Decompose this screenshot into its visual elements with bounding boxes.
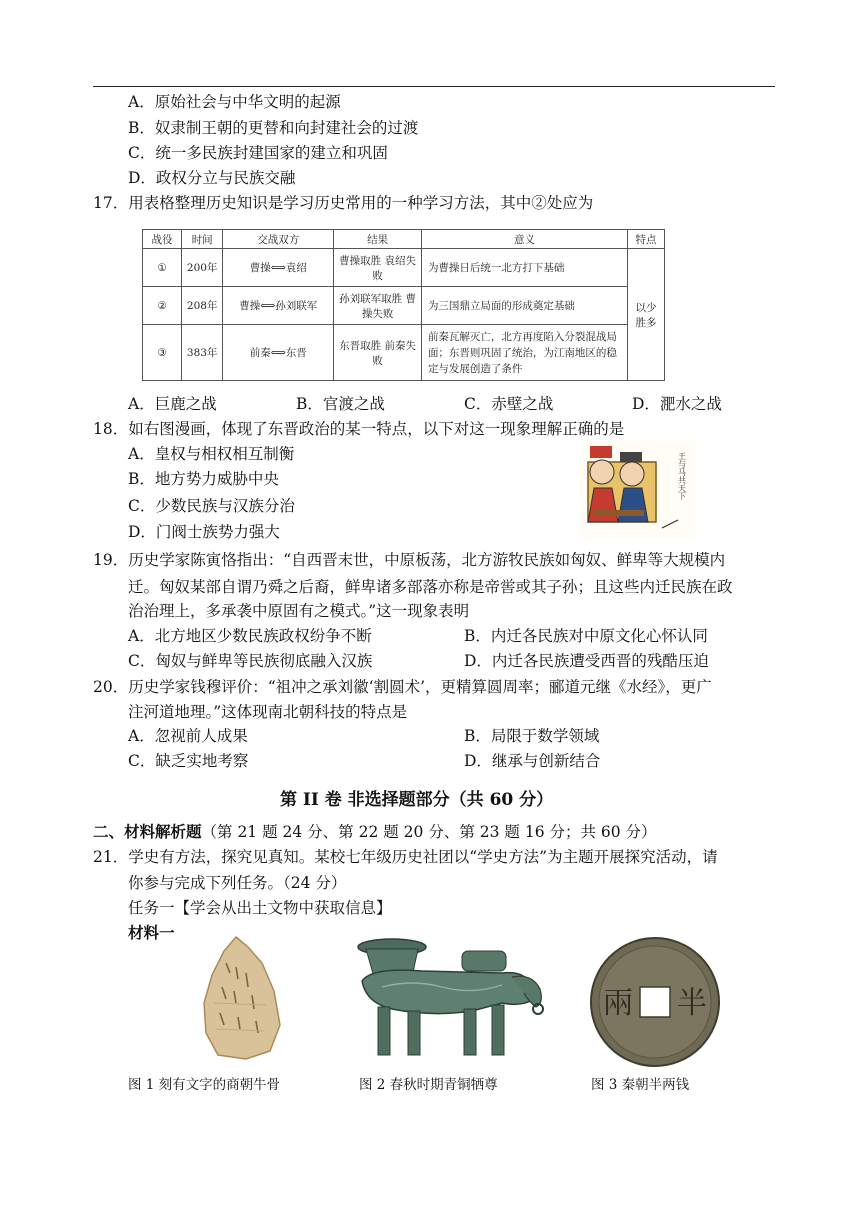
- q16-option-c[interactable]: C．统一多民族封建国家的建立和巩固: [128, 144, 388, 162]
- oracle-bone-image: [196, 933, 286, 1063]
- cartoon-illustration-icon: [580, 440, 696, 538]
- part-2-label: 二、材料解析题: [93, 822, 202, 841]
- th-meaning: 意义: [421, 230, 627, 249]
- cell-result: 曹操取胜 袁绍失败: [334, 249, 422, 287]
- coin-char-left: 兩: [603, 986, 633, 1021]
- figure-2-caption: 图 2 春秋时期青铜牺尊: [359, 1077, 498, 1093]
- table-row: [143, 249, 665, 287]
- cell-result: 孙刘联军取胜 曹操失败: [334, 287, 422, 325]
- ban-liang-coin-icon: [588, 935, 722, 1069]
- cartoon-caption: 王与马共天下: [677, 452, 687, 500]
- q17-stem: 17．用表格整理历史知识是学习历史常用的一种学习方法，其中②处应为: [93, 194, 594, 212]
- q19-line-1: 19．历史学家陈寅恪指出：“自西晋末世，中原板荡，北方游牧民族如匈奴、鲜卑等大规模内: [93, 551, 726, 569]
- q18-option-b[interactable]: B．地方势力威胁中央: [128, 470, 279, 488]
- oracle-bone-icon: [196, 933, 286, 1063]
- q19-option-d[interactable]: D．内迁各民族遭受西晋的残酷压迫: [464, 652, 709, 670]
- cartoon-image: [580, 440, 696, 538]
- q16-option-d[interactable]: D．政权分立与民族交融: [128, 169, 296, 187]
- q20-line-2: 注河道地理。”这体现南北朝科技的特点是: [128, 703, 408, 721]
- cell-battle: ③: [143, 325, 182, 381]
- th-time: 时间: [182, 230, 223, 249]
- cell-battle: ②: [143, 287, 182, 325]
- cell-sides: 曹操⟺孙刘联军: [223, 287, 334, 325]
- cell-meaning: 前秦瓦解灭亡，北方再度陷入分裂混战局面；东晋则巩固了统治，为江南地区的稳定与发展创造了条件: [421, 325, 627, 381]
- q16-option-a[interactable]: A．原始社会与中华文明的起源: [128, 93, 341, 111]
- q17-option-d[interactable]: D．淝水之战: [632, 395, 722, 413]
- q19-option-c[interactable]: C．匈奴与鲜卑等民族彻底融入汉族: [128, 652, 373, 670]
- section-2-title: 第 II 卷 非选择题部分（共 60 分）: [280, 790, 554, 810]
- q20-option-a[interactable]: A．忽视前人成果: [128, 727, 248, 745]
- cell-meaning: 为曹操日后统一北方打下基础: [421, 249, 627, 287]
- part-2-heading: [93, 821, 657, 843]
- part-2-scoring: （第 21 题 24 分、第 22 题 20 分、第 23 题 16 分；共 60 分）: [201, 823, 657, 841]
- q19-line-3: 治治理上，多承袭中原固有之模式。”这一现象表明: [128, 602, 470, 620]
- battle-table: [142, 229, 665, 381]
- cell-time: 383年: [182, 325, 223, 381]
- q17-option-b[interactable]: B．官渡之战: [296, 395, 385, 413]
- q21-line-2: 你参与完成下列任务。（24 分）: [128, 874, 347, 892]
- q19-line-2: 迁。匈奴某部自谓乃舜之后裔，鲜卑诸多部落亦称是帝喾或其子孙；且这些内迁民族在政: [128, 578, 733, 596]
- bronze-ox-icon: [352, 937, 552, 1067]
- th-sides: 交战双方: [223, 230, 334, 249]
- th-result: 结果: [334, 230, 422, 249]
- q18-stem: 18．如右图漫画，体现了东晋政治的某一特点，以下对这一现象理解正确的是: [93, 420, 625, 438]
- q20-option-b[interactable]: B．局限于数学领域: [464, 727, 600, 745]
- coin-image: [588, 935, 722, 1069]
- q20-option-d[interactable]: D．继承与创新结合: [464, 752, 601, 770]
- table-header-row: [143, 230, 665, 249]
- table-row: [143, 325, 665, 381]
- q21-task-1: 任务一【学会从出土文物中获取信息】: [128, 899, 392, 917]
- cell-time: 200年: [182, 249, 223, 287]
- q17-option-a[interactable]: A．巨鹿之战: [128, 395, 217, 413]
- th-battle: 战役: [143, 230, 182, 249]
- header-rule: [93, 86, 775, 87]
- coin-char-right: 半: [677, 986, 707, 1021]
- q20-option-c[interactable]: C．缺乏实地考察: [128, 752, 249, 770]
- table-row: [143, 287, 665, 325]
- cell-battle: ①: [143, 249, 182, 287]
- th-feature: 特点: [627, 230, 664, 249]
- figure-3-caption: 图 3 秦朝半两钱: [591, 1077, 690, 1093]
- bronze-vessel-image: [352, 937, 552, 1067]
- q16-option-b[interactable]: B．奴隶制王朝的更替和向封建社会的过渡: [128, 119, 419, 137]
- q19-option-b[interactable]: B．内迁各民族对中原文化心怀认同: [464, 627, 708, 645]
- q18-option-c[interactable]: C．少数民族与汉族分治: [128, 497, 295, 515]
- figure-1-caption: 图 1 刻有文字的商朝牛骨: [128, 1077, 281, 1093]
- cell-feature: 以少胜多: [627, 249, 664, 381]
- cell-meaning: 为三国鼎立局面的形成奠定基础: [421, 287, 627, 325]
- q18-option-a[interactable]: A．皇权与相权相互制衡: [128, 445, 295, 463]
- q20-line-1: 20．历史学家钱穆评价：“祖冲之承刘徽‘割圆术’，更精算圆周率；郦道元继《水经》，更广: [93, 678, 712, 696]
- cell-sides: 前秦⟺东晋: [223, 325, 334, 381]
- cell-time: 208年: [182, 287, 223, 325]
- cell-result: 东晋取胜 前秦失败: [334, 325, 422, 381]
- q21-line-1: 21．学史有方法，探究见真知。某校七年级历史社团以“学史方法”为主题开展探究活动，请: [93, 848, 718, 866]
- cell-sides: 曹操⟺袁绍: [223, 249, 334, 287]
- q19-option-a[interactable]: A．北方地区少数民族政权纷争不断: [128, 627, 372, 645]
- q17-option-c[interactable]: C．赤壁之战: [464, 395, 554, 413]
- q18-option-d[interactable]: D．门阀士族势力强大: [128, 523, 280, 541]
- material-1-label: 材料一: [128, 923, 175, 942]
